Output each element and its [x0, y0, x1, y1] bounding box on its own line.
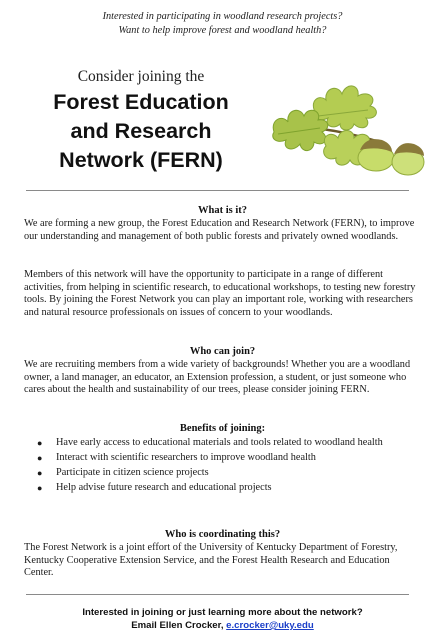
benefit-text: Help advise future research and educational projects	[56, 482, 272, 493]
email-link[interactable]: e.crocker@uky.edu	[226, 620, 314, 631]
paragraph-what-is-it-2: Members of this network will have the opportunity to participate in a range of different activities, from helping in scientific research, to educational workshops, to testing new forestry tools. By joining the Forest Network you can play an important role, working with researchers and natural resource professionals on issues of concern to your woodlands.	[24, 269, 416, 319]
list-item	[24, 452, 419, 465]
oak-leaves-and-acorns-icon	[268, 66, 428, 178]
list-item	[24, 482, 419, 495]
footer-line-1: Interested in joining or just learning more about the network?	[82, 607, 363, 618]
consider-joining-text: Consider joining the	[77, 68, 205, 85]
title-line-1: Forest Education	[53, 90, 229, 114]
divider-bottom	[26, 594, 409, 595]
heading-who-is-coordinating: Who is coordinating this?	[164, 529, 281, 540]
list-item	[24, 437, 419, 450]
title-line-2: and Research	[70, 119, 212, 143]
list-item	[24, 467, 419, 480]
divider-top	[26, 190, 409, 191]
intro-line-2: Want to help improve forest and woodland health?	[118, 25, 327, 36]
title-line-3: Network (FERN)	[59, 148, 223, 172]
footer-line-2	[0, 619, 445, 632]
footer-contact	[0, 606, 445, 632]
heading-who-can-join: Who can join?	[189, 346, 256, 357]
benefit-text: Interact with scientific researchers to improve woodland health	[56, 452, 316, 463]
page-title	[26, 88, 256, 175]
heading-benefits: Benefits of joining:	[179, 423, 266, 434]
paragraph-who-is-coordinating: The Forest Network is a joint effort of the University of Kentucky Department of Forestry, Kentucky Cooperative Extension Service, and the Forest Health Research and Education Center.	[24, 542, 398, 579]
paragraph-who-can-join: We are recruiting members from a wide variety of backgrounds! Whether you are a woodland owner, a land manager, an educator, an Extension profession, a student, or just someone who cares about the health and sustainability of our trees, please consider joining FERN.	[24, 359, 411, 396]
bullet-icon: ●	[37, 468, 43, 478]
bullet-icon: ●	[37, 438, 43, 448]
benefit-text: Have early access to educational materials and tools related to woodland health	[56, 437, 383, 448]
email-prefix: Email Ellen Crocker,	[131, 620, 227, 631]
benefits-list	[24, 437, 419, 497]
intro-text	[0, 10, 445, 38]
intro-line-1: Interested in participating in woodland research projects?	[102, 11, 343, 22]
benefit-text: Participate in citizen science projects	[56, 467, 209, 478]
bullet-icon: ●	[37, 453, 43, 463]
heading-what-is-it: What is it?	[197, 205, 247, 216]
paragraph-what-is-it-1: We are forming a new group, the Forest Education and Research Network (FERN), to improve our understanding and management of both public forests and privately owned woodlands.	[24, 218, 415, 242]
bullet-icon: ●	[37, 483, 43, 493]
